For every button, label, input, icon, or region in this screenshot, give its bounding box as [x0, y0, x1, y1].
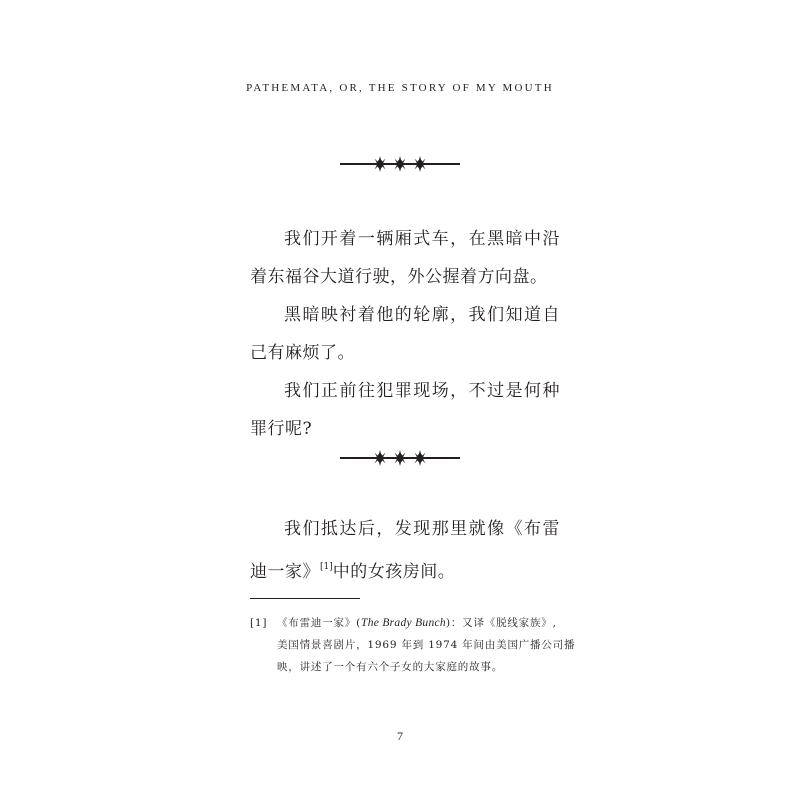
footnote-english-title: The Brady Bunch: [361, 617, 446, 629]
footnote-separator: [250, 598, 360, 599]
page-number: 7: [397, 729, 403, 743]
section-break-ornament: [340, 448, 460, 468]
star-ornament-icon: [340, 154, 460, 174]
footnote-reference[interactable]: [1]: [320, 562, 333, 572]
body-paragraph-3: 我们正前往犯罪现场，不过是何种罪行呢?: [250, 381, 560, 439]
footnote-line: [250, 612, 565, 634]
footnote-line: 映，讲述了一个有六个子女的大家庭的故事。: [277, 661, 503, 673]
running-head: PATHEMATA, OR, THE STORY OF MY MOUTH: [246, 82, 554, 94]
section-break-ornament: [340, 154, 460, 174]
footnote-line: 美国情景喜剧片，1969 年到 1974 年间由美国广播公司播: [277, 639, 576, 651]
paragraph-text: 我们抵达后，发现那里就像《布雷迪一家》: [250, 519, 560, 582]
body-paragraph-4: [250, 510, 560, 591]
star-ornament-icon: [340, 448, 460, 468]
footnote-marker: [1]: [250, 617, 268, 629]
body-paragraph-2: 黑暗映衬着他的轮廓，我们知道自己有麻烦了。: [250, 305, 560, 363]
body-paragraph-1: 我们开着一辆厢式车，在黑暗中沿着东福谷大道行驶，外公握着方向盘。: [250, 229, 560, 287]
paragraph-text: 中的女孩房间。: [332, 562, 456, 582]
footnote-text: )：又译《脱线家族》,: [445, 617, 557, 629]
footnote: [250, 612, 576, 678]
footnote-text: 《布雷迪一家》(: [277, 617, 361, 629]
